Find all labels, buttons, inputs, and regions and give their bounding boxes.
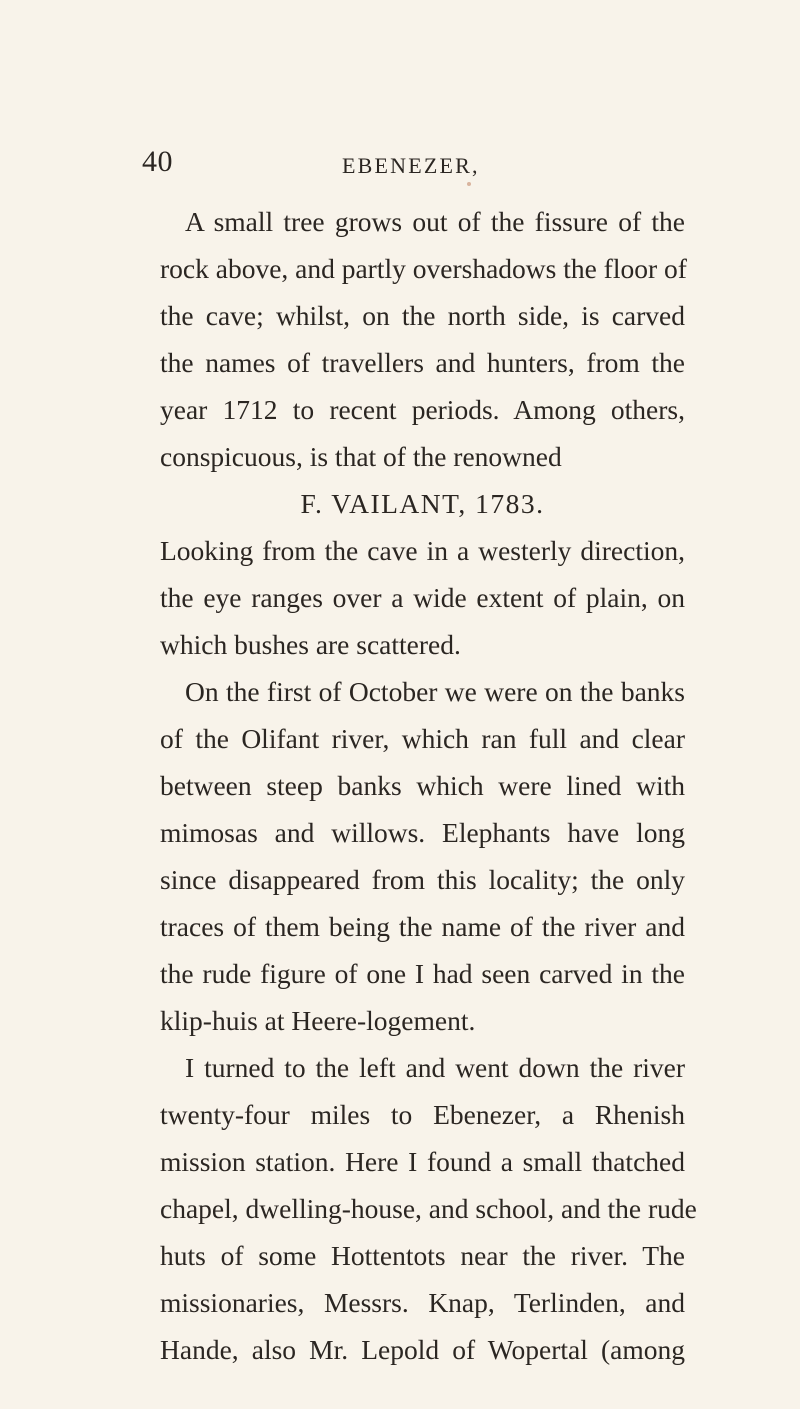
inscription-line: F. VAILANT, 1783. (300, 488, 545, 519)
text-line: the names of travellers and hunters, from the (160, 347, 685, 378)
text-line: Looking from the cave in a westerly direction, (160, 535, 685, 566)
text-line: I turned to the left and went down the river (185, 1052, 685, 1083)
text-line: since disappeared from this locality; the only (160, 864, 685, 895)
text-line: conspicuous, is that of the renowned (160, 441, 562, 472)
text-line: the rude figure of one I had seen carved in the (160, 958, 685, 989)
running-head (142, 142, 702, 182)
text-line: twenty-four miles to Ebenezer, a Rhenish (160, 1099, 685, 1130)
text-line: Hande, also Mr. Lepold of Wopertal (among (160, 1334, 685, 1365)
text-line: klip-huis at Heere-logement. (160, 1005, 476, 1036)
text-line: of the Olifant river, which ran full and clear (160, 723, 685, 754)
text-line: On the first of October we were on the banks (185, 676, 685, 707)
body-text (160, 198, 697, 1373)
text-line: which bushes are scattered. (160, 629, 461, 660)
text-line: huts of some Hottentots near the river. The (160, 1240, 685, 1271)
text-line: A small tree grows out of the fissure of the (185, 206, 685, 237)
text-line: between steep banks which were lined with (160, 770, 685, 801)
text-line: the eye ranges over a wide extent of plain, on (160, 582, 685, 613)
running-title: EBENEZER, (342, 153, 480, 178)
text-line: mimosas and willows. Elephants have long (160, 817, 685, 848)
text-line: year 1712 to recent periods. Among others, (160, 394, 685, 425)
text-line: the cave; whilst, on the north side, is carved (160, 300, 685, 331)
paper-fleck (467, 182, 471, 186)
page-number: 40 (142, 145, 173, 178)
text-line: mission station. Here I found a small thatched (160, 1146, 685, 1177)
text-line: traces of them being the name of the river and (160, 911, 685, 942)
text-line: missionaries, Messrs. Knap, Terlinden, and (160, 1287, 685, 1318)
text-line: rock above, and partly overshadows the floor of (160, 253, 687, 284)
text-line: chapel, dwelling-house, and school, and the rude (160, 1193, 697, 1224)
